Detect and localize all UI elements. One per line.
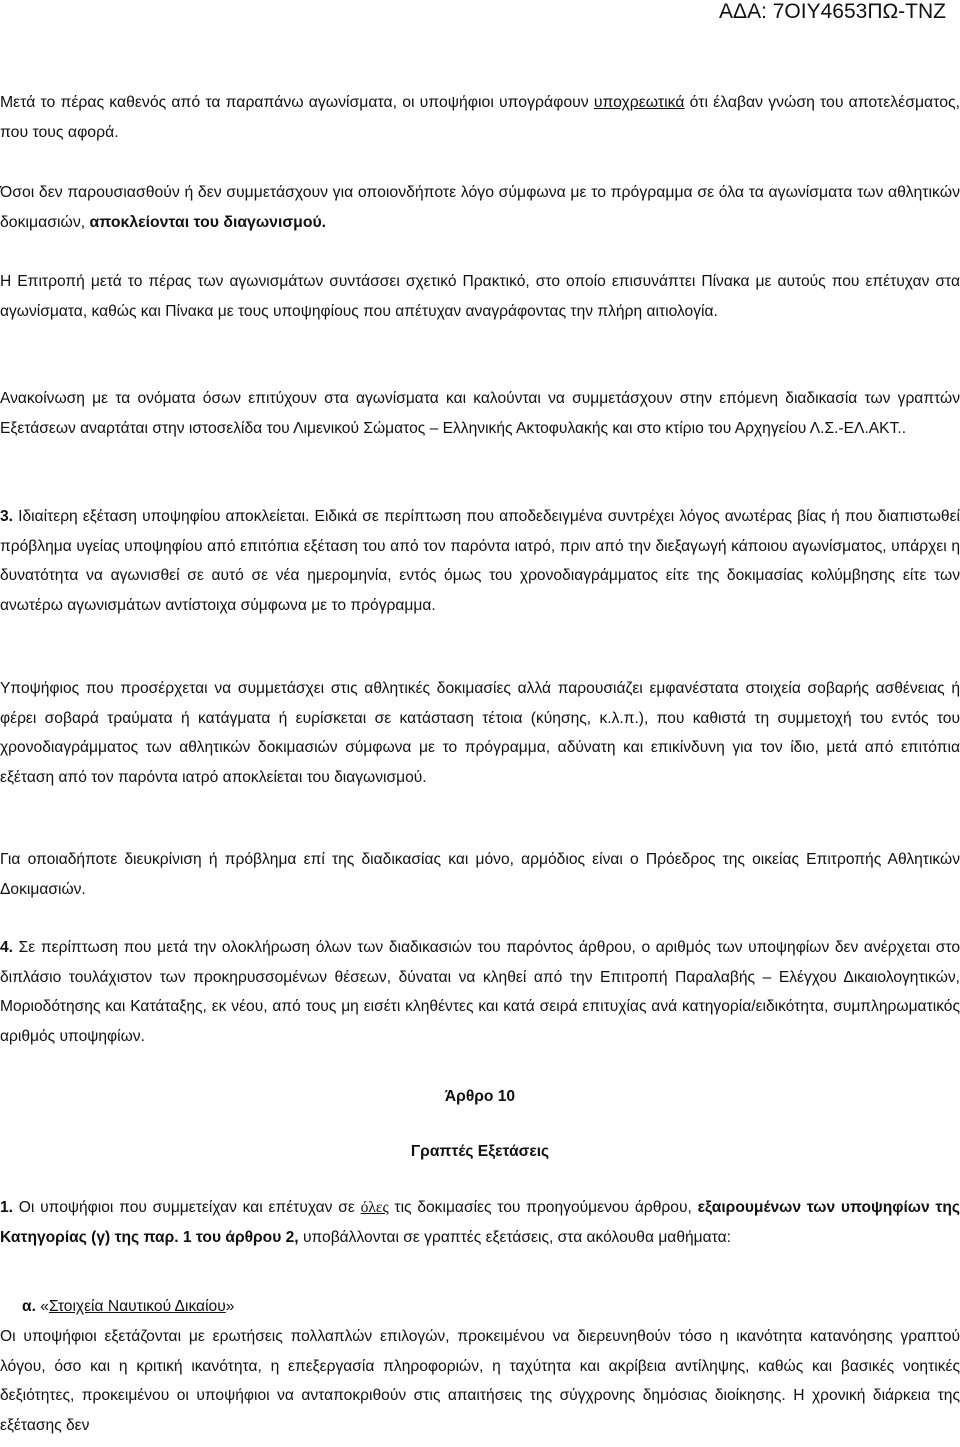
section-number: 1.	[0, 1199, 14, 1216]
paragraph-health: Υποψήφιος που προσέρχεται να συμμετάσχει στις αθλητικές δοκιμασίες αλλά παρουσιάζει εμφανέστατα στοιχεία σοβαρής ασθένειας ή φέρει σοβαρά τραύματα ή κατάγματα ή ευρίσκεται σε κατάσταση τέτοια (κύησης, κ.λ.π.), που καθιστά τη συμμετοχή του εντός του χρονοδιαγράμματος των αθλητικών δοκιμασιών σύμφωνα με το πρόγραμμα, αδύνατη και επικίνδυνη για τον ίδιο, μετά από επιτόπια εξέταση από τον παρόντα ιατρό αποκλείεται του διαγωνισμού.	[0, 680, 960, 786]
section-number: 4.	[0, 939, 14, 956]
paragraph-exam-description: Οι υποψήφιοι εξετάζονται με ερωτήσεις πολλαπλών επιλογών, προκειμένου να διερευνηθούν τόσο η ικανότητα κατανόησης γραπτού λόγου, όσο και η κριτική ικανότητα, η επεξεργασία πληροφοριών, η ταχύτητα και ακρίβεια αντίληψης, καθώς και βασικές νοητικές δεξιότητες, προκειμένου οι υποψήφιοι να ανταποκριθούν στις απαιτήσεις της σύγχρονης δημόσιας διοίκησης. Η χρονική διάρκεια της εξέτασης δεν	[0, 1328, 960, 1434]
subject-item-a: α. «Στοιχεία Ναυτικού Δικαίου»	[22, 1298, 235, 1315]
paragraph-section-4: 4. Σε περίπτωση που μετά την ολοκλήρωση όλων των διαδικασιών του παρόντος άρθρου, ο αριθμός των υποψηφίων δεν ανέρχεται στο διπλάσιο τουλάχιστον των προκηρυσσομένων θέσεων, δύναται να κληθεί από την Επιτροπή Παραλαβής – Ελέγχου Δικαιολογητικών, Μοριοδότησης και Κατάταξης, εκ νέου, από τους μη εισέτι κληθέντες και κατά σειρά επιτυχίας ανά κατηγορία/ειδικότητα, συμπληρωματικός αριθμός υποψηφίων.	[0, 939, 960, 1045]
article-subtitle: Γραπτές Εξετάσεις	[410, 1143, 550, 1160]
paragraph-exclusion: Όσοι δεν παρουσιασθούν ή δεν συμμετάσχουν για οποιονδήποτε λόγο σύμφωνα με το πρόγραμμα σε όλα τα αγωνίσματα των αθλητικών δοκιμασιών, αποκλείονται του διαγωνισμού.	[0, 184, 960, 231]
item-letter: α.	[22, 1298, 36, 1315]
paragraph-signature: Μετά το πέρας καθενός από τα παραπάνω αγωνίσματα, οι υποψήφιοι υπογράφουν υποχρεωτικά ότι έλαβαν γνώση του αποτελέσματος, που τους αφορά.	[0, 94, 960, 141]
ada-code: ΑΔΑ: 7ΟΙΥ4653ΠΩ-ΤΝΖ	[719, 0, 946, 23]
paragraph-clarification: Για οποιαδήποτε διευκρίνιση ή πρόβλημα επί της διαδικασίας και μόνο, αρμόδιος είναι ο Πρόεδρος της οικείας Επιτροπής Αθλητικών Δοκιμασιών.	[0, 851, 960, 898]
underlined-word: όλες	[360, 1199, 389, 1216]
paragraph-committee: Η Επιτροπή μετά το πέρας των αγωνισμάτων συντάσσει σχετικό Πρακτικό, στο οποίο επισυνάπτει Πίνακα με αυτούς που επέτυχαν στα αγωνίσματα, καθώς και Πίνακα με τους υποψηφίους που απέτυχαν αναγράφοντας την πλήρη αιτιολογία.	[0, 273, 960, 320]
article-title: Άρθρο 10	[444, 1088, 516, 1105]
subject-title: Στοιχεία Ναυτικού Δικαίου	[48, 1298, 226, 1315]
bold-phrase: αποκλείονται του διαγωνισμού.	[89, 214, 327, 231]
underlined-word: υποχρεωτικά	[593, 94, 685, 111]
bold-phrase: εξαιρουμένων των υποψηφίων της Κατηγορίας (γ) της παρ. 1 του άρθρου 2,	[0, 1199, 960, 1246]
paragraph-written-exams: 1. Οι υποψήφιοι που συμμετείχαν και επέτυχαν σε όλες τις δοκιμασίες του προηγούμενου άρθρου, εξαιρουμένων των υποψηφίων της Κατηγορίας (γ) της παρ. 1 του άρθρου 2, υποβάλλονται σε γραπτές εξετάσεις, στα ακόλουθα μαθήματα:	[0, 1199, 960, 1246]
paragraph-announcement: Ανακοίνωση με τα ονόματα όσων επιτύχουν στα αγωνίσματα και καλούνται να συμμετάσχουν στην επόμενη διαδικασία των γραπτών Εξετάσεων αναρτάται στην ιστοσελίδα του Λιμενικού Σώματος – Ελληνικής Ακτοφυλακής και στο κτίριο του Αρχηγείου Λ.Σ.-ΕΛ.ΑΚΤ..	[0, 390, 960, 437]
section-number: 3.	[0, 508, 14, 525]
paragraph-section-3: 3. Ιδιαίτερη εξέταση υποψηφίου αποκλείεται. Ειδικά σε περίπτωση που αποδεδειγμένα συντρέχει λόγος ανωτέρας βίας ή που διαπιστωθεί πρόβλημα υγείας υποψηφίου από επιτόπια εξέταση του από τον παρόντα ιατρό, πριν από την διεξαγωγή κάποιου αγωνίσματος, υπάρχει η δυνατότητα να αγωνισθεί σε αυτό σε νέα ημερομηνία, εντός όμως του χρονοδιαγράμματος είτε της δοκιμασίας κολύμβησης είτε των ανωτέρω αγωνισμάτων αντίστοιχα σύμφωνα με το πρόγραμμα.	[0, 508, 960, 614]
